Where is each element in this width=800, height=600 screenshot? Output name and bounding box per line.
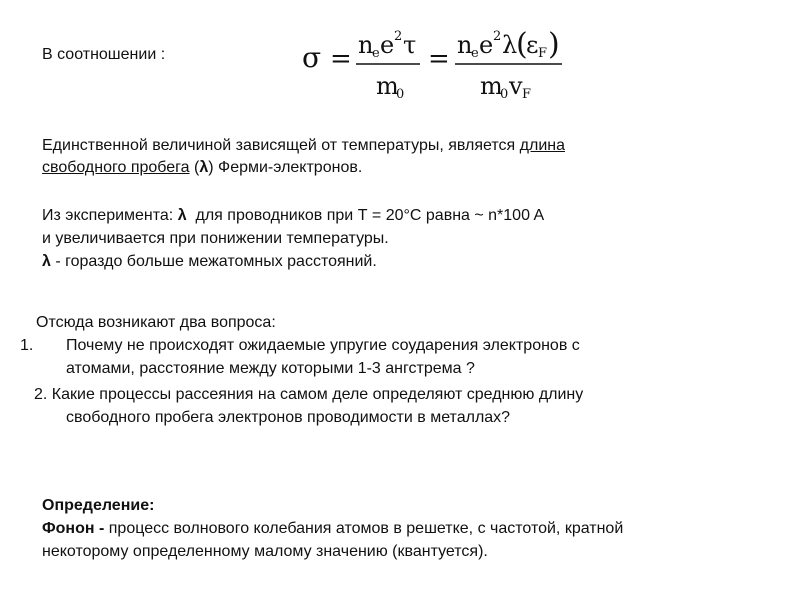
- formula-num1-sup: 2: [394, 29, 403, 44]
- formula-num2-eps-sub: F: [538, 46, 548, 61]
- definition-line2: некоторому определенному малому значению (квантуется).: [42, 543, 488, 560]
- mean-free-path-term-part2: свободного пробега: [42, 159, 190, 176]
- para2-line3: [42, 251, 377, 272]
- formula-equals-1: =: [330, 44, 352, 74]
- definition-term: Фонон -: [42, 520, 105, 537]
- definition-line1: [42, 518, 623, 539]
- para2-line2: и увеличивается при понижении температуры.: [42, 230, 389, 247]
- definition-heading: Определение:: [42, 497, 155, 514]
- para2-text-c: - гораздо больше межатомных расстояний.: [50, 253, 377, 270]
- question-1-line2: атомами, расстояние между которыми 1-3 ангстрема ?: [66, 360, 475, 377]
- para1-text-end: ) Ферми-электронов.: [208, 159, 363, 176]
- formula-num2-lambda: λ: [502, 31, 518, 59]
- formula-den2-vsub: F: [522, 87, 532, 102]
- question-1-number: 1.: [20, 337, 34, 354]
- formula-num2-sup: 2: [493, 29, 502, 44]
- para1-line1: [42, 135, 565, 156]
- question-2-line2: свободного пробега электронов проводимости в металлах?: [66, 409, 511, 426]
- lambda-symbol: λ: [42, 253, 51, 270]
- formula-sigma: σ: [302, 41, 322, 74]
- formula-den1-sub: 0: [396, 87, 405, 102]
- para2-text-b: для проводников при Т = 20°С равна ~ n*100 A: [186, 207, 545, 224]
- lambda-symbol: λ: [199, 159, 209, 176]
- formula-num2-rparen: ): [548, 27, 560, 62]
- para1-text: Единственной величиной зависящей от температуры, является: [42, 137, 520, 154]
- definition-text: процесс волнового колебания атомов в решетке, с частотой, кратной: [104, 520, 624, 537]
- formula-den2-m: m: [480, 72, 503, 100]
- formula-equals-2: =: [428, 44, 450, 74]
- formula-num1-sub: e: [372, 46, 380, 61]
- formula-num1-e: e: [380, 31, 395, 59]
- formula-den2-v: v: [509, 72, 523, 100]
- question-1-line1: Почему не происходят ожидаемые упругие соударения электронов с: [66, 337, 580, 354]
- conductivity-formula: [300, 20, 600, 110]
- formula-den1-m: m: [376, 72, 399, 100]
- para1-paren-open: (: [189, 159, 200, 176]
- para2-text-a: Из эксперимента:: [42, 207, 178, 224]
- para2-line1: [42, 205, 544, 226]
- intro-text: В соотношении :: [42, 46, 166, 63]
- formula-num1-n: n: [358, 31, 374, 59]
- question-2-line1: 2. Какие процессы рассеяния на самом деле определяют среднюю длину: [34, 386, 584, 403]
- questions-intro: Отсюда возникают два вопроса:: [36, 314, 276, 331]
- formula-num2-lparen: (: [516, 27, 528, 62]
- para1-line2: [42, 157, 362, 178]
- mean-free-path-term-part1: длина: [519, 137, 565, 154]
- formula-num2-e: e: [479, 31, 494, 59]
- formula-num2-eps: ε: [526, 31, 539, 59]
- formula-num2-n: n: [457, 31, 473, 59]
- formula-num1-tau: τ: [403, 31, 417, 59]
- formula-den2-sub: 0: [500, 87, 509, 102]
- lambda-symbol: λ: [177, 207, 187, 224]
- formula-num2-sub: e: [471, 46, 479, 61]
